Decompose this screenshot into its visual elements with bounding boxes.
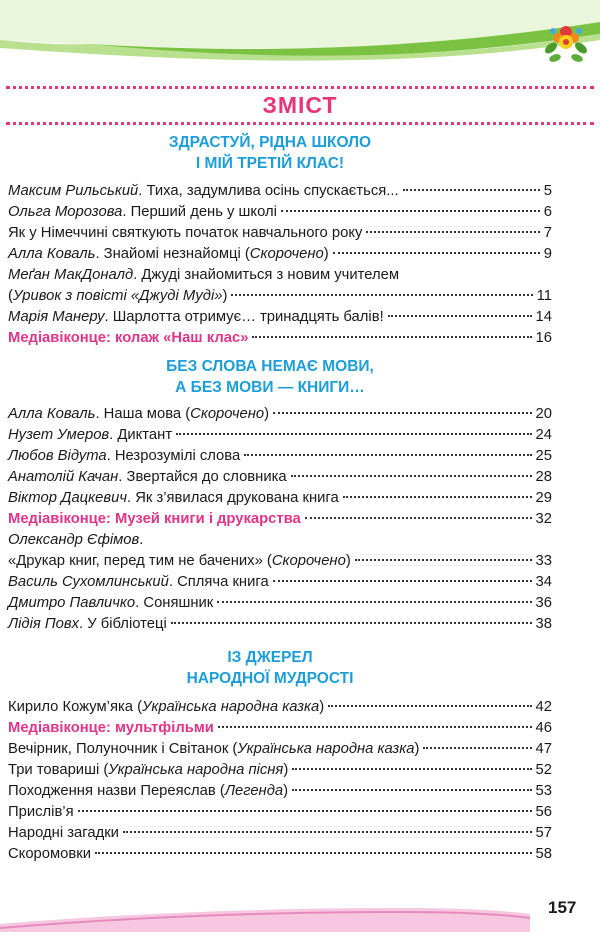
toc-entry[interactable] (8, 572, 552, 593)
entry-title: Прислів’я (8, 804, 74, 820)
toc-entry[interactable] (8, 467, 552, 488)
entry-author: Олександр Єфімов (8, 532, 140, 548)
leader-dots (291, 475, 532, 477)
entry-title: «Друкар книг, перед тим не бачених» ( (8, 553, 272, 569)
toc-entry[interactable] (8, 551, 552, 572)
entry-title: . Сплячa книга (168, 574, 269, 590)
toc-entry-media[interactable] (8, 718, 552, 739)
entry-page: 52 (535, 762, 552, 778)
entry-page: 28 (535, 469, 552, 485)
entry-note: Скорочено (190, 406, 265, 422)
leader-dots (281, 210, 540, 212)
toc-entry[interactable] (8, 223, 552, 244)
leader-dots (244, 454, 531, 456)
toc-entry-media[interactable] (8, 509, 552, 530)
entry-title: . Джуді знайомиться з новим учителем (133, 267, 399, 283)
page-number: 157 (548, 898, 577, 917)
entry-page: 57 (535, 825, 552, 841)
leader-dots (355, 559, 532, 561)
entry-title: . Як з’явилася друкована книга (126, 490, 339, 506)
toc-entry[interactable] (8, 739, 552, 760)
entry-page: 42 (535, 699, 552, 715)
entry-author: Меґан МакДоналд (8, 267, 134, 283)
toc-entry[interactable] (8, 202, 552, 223)
entry-close: ) (319, 699, 325, 715)
entry-note: Скорочено (249, 246, 324, 262)
entry-page: 53 (535, 783, 552, 799)
entry-note: Легенда (224, 783, 284, 799)
entry-note: Українська народна казка (142, 699, 320, 715)
entry-title: Як у Німеччині святкують початок навчального року (8, 225, 363, 241)
leader-dots (252, 336, 531, 338)
entry-title: Медіавіконце: мультфільми (8, 720, 214, 736)
section-heading-line: А БЕЗ МОВИ — КНИГИ… (175, 379, 365, 396)
entry-close: ) (283, 783, 289, 799)
section-heading-line: БЕЗ СЛОВА НЕМАЄ МОВИ, (166, 358, 374, 375)
entry-title: . Соняшник (135, 595, 214, 611)
entry-page: 25 (535, 448, 552, 464)
entry-author: Алла Коваль (8, 246, 96, 262)
leader-dots (366, 231, 539, 233)
entry-title: . Звертайся до словника (118, 469, 287, 485)
toc-entry[interactable] (8, 614, 552, 635)
leader-dots (403, 189, 540, 191)
entry-title: Медіавіконце: Музей книги і друкарства (8, 511, 301, 527)
entry-author: Дмитро Павличко (8, 595, 136, 611)
leader-dots (388, 315, 532, 317)
entry-page: 36 (535, 595, 552, 611)
entry-note: Українська народна пісня (108, 762, 284, 778)
entry-page: 47 (535, 741, 552, 757)
entry-page: 58 (535, 846, 552, 862)
entry-page: 7 (543, 225, 552, 241)
title-rule-bottom (6, 122, 594, 125)
leader-dots (333, 252, 540, 254)
entry-page: 32 (535, 511, 552, 527)
entry-author: Віктор Дацкевич (8, 490, 127, 506)
entry-note: Скорочено (271, 553, 346, 569)
toc-entry-media[interactable] (8, 328, 552, 349)
entry-title: Три товариші ( (8, 762, 109, 778)
entry-page: 20 (535, 406, 552, 422)
leader-dots (78, 810, 532, 812)
flower-wreath-icon (543, 18, 589, 66)
leader-dots (292, 789, 531, 791)
toc-entry[interactable] (8, 181, 552, 202)
entry-title: Кирило Кожум’яка ( (8, 699, 143, 715)
entry-page: 14 (535, 309, 552, 325)
entry-close: ) (283, 762, 289, 778)
toc-entry[interactable] (8, 488, 552, 509)
entry-note: Українська народна казка (237, 741, 415, 757)
toc-entry[interactable] (8, 802, 552, 823)
entry-author: Лідія Повх (8, 616, 79, 632)
toc-entry[interactable] (8, 404, 552, 425)
entry-author: Любов Відута (8, 448, 107, 464)
leader-dots (273, 412, 531, 414)
title-rule-top (6, 86, 594, 89)
toc-entry[interactable] (8, 781, 552, 802)
entry-page: 16 (535, 330, 552, 346)
entry-title: Медіавіконце: колаж «Наш клас» (8, 330, 249, 346)
section-heading-line: НАРОДНОЇ МУДРОСТІ (186, 670, 354, 687)
entry-page: 38 (535, 616, 552, 632)
entry-title: ( (8, 288, 13, 304)
leader-dots (305, 517, 532, 519)
entry-title: . Наша мова ( (95, 406, 191, 422)
entry-title: . Знайомі незнайомці ( (95, 246, 250, 262)
leader-dots (176, 433, 531, 435)
toc-entry-first-line[interactable] (8, 265, 399, 286)
leader-dots (292, 768, 531, 770)
entry-page: 56 (535, 804, 552, 820)
entry-close: ) (414, 741, 420, 757)
entry-title: Скоромовки (8, 846, 92, 862)
leader-dots (171, 622, 532, 624)
entry-page: 6 (543, 204, 552, 220)
leader-dots (343, 496, 532, 498)
leader-dots (217, 601, 531, 603)
leader-dots (123, 831, 532, 833)
entry-author: Анатолій Качан (8, 469, 119, 485)
entry-title: . Перший день у школі (122, 204, 277, 220)
entry-page: 11 (536, 288, 552, 304)
entry-close: ) (345, 553, 351, 569)
entry-page: 5 (543, 183, 552, 199)
page-title: ЗМІСТ (262, 92, 338, 118)
section-heading-line: І МІЙ ТРЕТІЙ КЛАС! (195, 155, 345, 172)
toc-entry[interactable] (8, 760, 552, 781)
entry-title: Походження назви Переяслав ( (8, 783, 225, 799)
entry-close: ) (323, 246, 329, 262)
entry-close: ) (222, 288, 228, 304)
toc-entry[interactable] (8, 697, 552, 718)
leader-dots (231, 294, 532, 296)
entry-title: . Тиха, задумлива осінь спускається... (138, 183, 399, 199)
entry-author: Ольга Морозова (8, 204, 123, 220)
entry-author: Алла Коваль (8, 406, 96, 422)
leader-dots (95, 852, 532, 854)
section-heading-line: ЗДРАСТУЙ, РІДНА ШКОЛО (168, 134, 372, 151)
toc-entry[interactable] (8, 286, 552, 307)
toc-entry[interactable] (8, 823, 552, 844)
section-heading (0, 356, 540, 398)
entry-page: 46 (535, 720, 552, 736)
section-heading (0, 647, 540, 689)
toc-entry-first-line[interactable] (8, 530, 143, 551)
toc-entry[interactable] (8, 446, 552, 467)
entry-title: Народні загадки (8, 825, 119, 841)
section-heading (0, 132, 540, 174)
entry-title: . Диктант (109, 427, 173, 443)
toc-entry[interactable] (8, 307, 552, 328)
section-heading-line: ІЗ ДЖЕРЕЛ (227, 649, 313, 666)
toc-entry[interactable] (8, 425, 552, 446)
entry-note: Уривок з повісті «Джуді Муді» (12, 288, 223, 304)
entry-title: . (139, 532, 144, 548)
entry-author: Нузет Умеров (8, 427, 110, 443)
entry-title: . У бібліотеці (79, 616, 167, 632)
leader-dots (218, 726, 532, 728)
toc-entry[interactable] (8, 244, 552, 265)
entry-page: 33 (535, 553, 552, 569)
toc-entry[interactable] (8, 844, 552, 865)
entry-page: 9 (543, 246, 552, 262)
entry-page: 24 (535, 427, 552, 443)
entry-title: . Шарлотта отримує… тринадцять балів! (104, 309, 384, 325)
entry-close: ) (264, 406, 270, 422)
entry-page: 34 (535, 574, 552, 590)
bottom-decorative-band (0, 880, 600, 932)
leader-dots (423, 747, 531, 749)
top-decorative-band (0, 0, 600, 80)
leader-dots (273, 580, 532, 582)
entry-title: . Незрозумілі слова (106, 448, 241, 464)
leader-dots (328, 705, 531, 707)
entry-author: Василь Сухомлинський (8, 574, 169, 590)
entry-title: Вечірник, Полуночник і Світанок ( (8, 741, 238, 757)
entry-author: Максим Рильський (8, 183, 139, 199)
entry-author: Марія Манеру (8, 309, 105, 325)
toc-entry[interactable] (8, 593, 552, 614)
entry-page: 29 (535, 490, 552, 506)
